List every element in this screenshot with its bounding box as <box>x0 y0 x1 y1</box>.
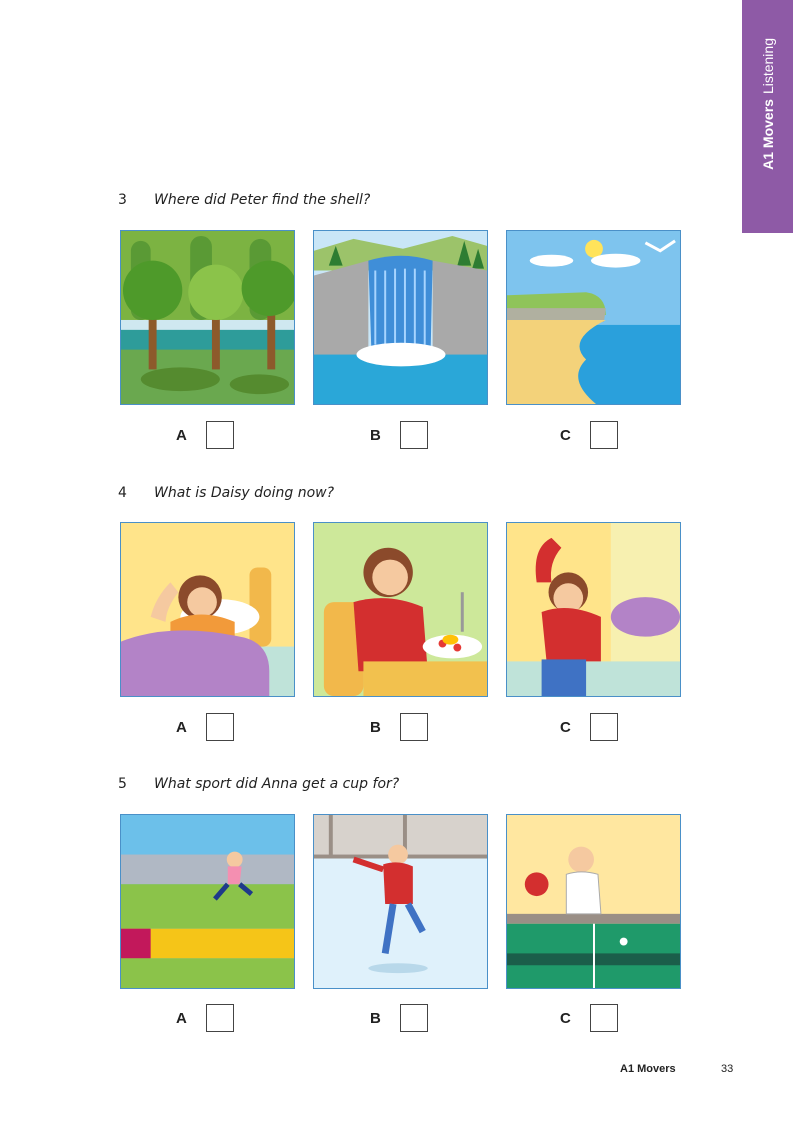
answer-box-3c[interactable] <box>590 421 618 449</box>
question-5 <box>118 776 399 792</box>
question-number: 3 <box>118 192 127 208</box>
question-number: 4 <box>118 485 127 501</box>
option-letter: A <box>176 1009 187 1027</box>
answer-box-3a[interactable] <box>206 421 234 449</box>
picture-5a-long-jump <box>120 814 295 989</box>
picture-5b-ice-skating <box>313 814 488 989</box>
option-4a <box>176 713 234 741</box>
answer-box-4a[interactable] <box>206 713 234 741</box>
picture-3c-beach <box>506 230 681 405</box>
option-letter: C <box>560 426 571 444</box>
option-4b <box>370 713 428 741</box>
page-number: 33 <box>721 1063 734 1075</box>
option-letter: B <box>370 426 381 444</box>
question-text: Where did Peter find the shell? <box>154 192 371 208</box>
answer-box-4c[interactable] <box>590 713 618 741</box>
option-3a <box>176 421 234 449</box>
picture-4a-waking-up <box>120 522 295 697</box>
picture-5c-table-tennis <box>506 814 681 989</box>
section-tab <box>742 0 793 233</box>
option-5c <box>560 1004 618 1032</box>
picture-3a-forest <box>120 230 295 405</box>
option-letter: A <box>176 718 187 736</box>
option-letter: B <box>370 718 381 736</box>
answer-box-5a[interactable] <box>206 1004 234 1032</box>
answer-box-4b[interactable] <box>400 713 428 741</box>
option-letter: B <box>370 1009 381 1027</box>
option-letter: C <box>560 1009 571 1027</box>
option-5a <box>176 1004 234 1032</box>
option-letter: A <box>176 426 187 444</box>
section-tab-skill: Listening <box>759 38 776 95</box>
option-letter: C <box>560 718 571 736</box>
option-5b <box>370 1004 428 1032</box>
picture-4c-getting-dressed <box>506 522 681 697</box>
section-tab-label <box>742 0 793 233</box>
question-text: What sport did Anna get a cup for? <box>154 776 400 792</box>
answer-box-5b[interactable] <box>400 1004 428 1032</box>
option-3c <box>560 421 618 449</box>
option-4c <box>560 713 618 741</box>
footer-label: A1 Movers <box>620 1063 676 1075</box>
section-tab-level: A1 Movers <box>759 99 776 170</box>
option-3b <box>370 421 428 449</box>
answer-box-3b[interactable] <box>400 421 428 449</box>
answer-box-5c[interactable] <box>590 1004 618 1032</box>
question-number: 5 <box>118 776 127 792</box>
question-3 <box>118 192 370 208</box>
picture-3b-waterfall <box>313 230 488 405</box>
question-4 <box>118 485 334 501</box>
picture-4b-eating <box>313 522 488 697</box>
question-text: What is Daisy doing now? <box>154 485 335 501</box>
